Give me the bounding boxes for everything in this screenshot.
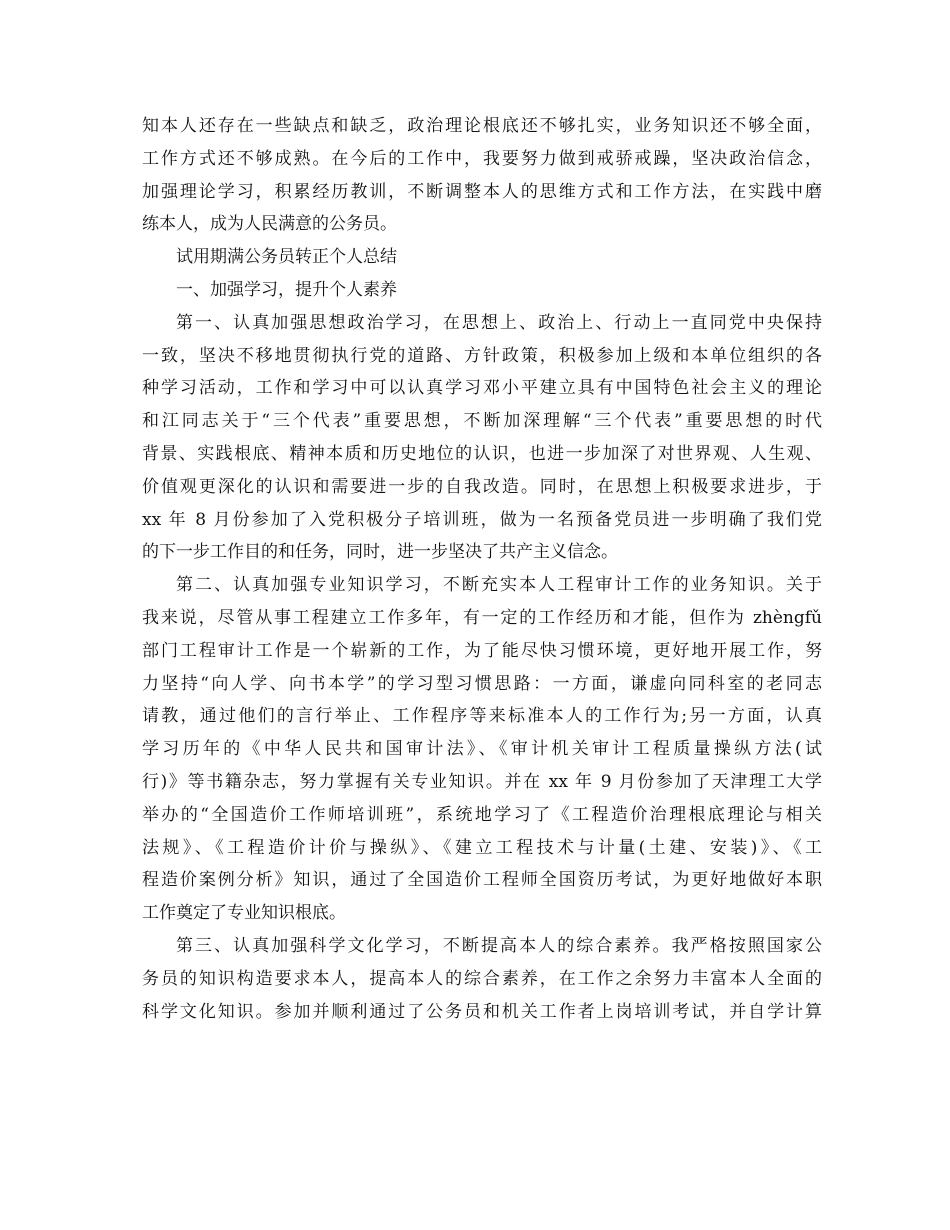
- text-line: 第三、认真加强科学文化学习，不断提高本人的综合素养。我严格按照国家公: [176, 935, 822, 956]
- text-line: 加强理论学习，积累经历教训，不断调整本人的思维方式和工作方法，在实践中磨: [142, 181, 822, 202]
- text-line: 一致，坚决不移地贯彻执行党的道路、方针政策，积极参加上级和本单位组织的各: [142, 345, 822, 366]
- text-line: 举办的“全国造价工作师培训班”，系统地学习了《工程造价治理根底理论与相关: [142, 804, 822, 825]
- text-line: 科学文化知识。参加并顺利通过了公务员和机关工作者上岗培训考试，并自学计算: [142, 1001, 822, 1022]
- text-line: 价值观更深化的认识和需要进一步的自我改造。同时，在思想上积极要求进步，于: [142, 476, 822, 497]
- text-line: 工作方式还不够成熟。在今后的工作中，我要努力做到戒骄戒躁，坚决政治信念，: [142, 148, 822, 169]
- text-line: 第二、认真加强专业知识学习，不断充实本人工程审计工作的业务知识。关于: [176, 575, 822, 596]
- text-line: 务员的知识构造要求本人，提高本人的综合素养，在工作之余努力丰富本人全面的: [142, 968, 822, 989]
- text-line: 程造价案例分析》知识，通过了全国造价工程师全国资历考试，为更好地做好本职: [142, 870, 822, 891]
- text-line: xx 年 8 月份参加了入党积极分子培训班，做为一名预备党员进一步明确了我们党: [142, 509, 822, 530]
- text-line: 学习历年的《中华人民共和国审计法》、《审计机关审计工程质量操纵方法(试: [142, 739, 822, 760]
- text-line: 力坚持“向人学、向书本学”的学习型习惯思路：一方面，谦虚向同科室的老同志: [142, 673, 822, 694]
- text-line: 试用期满公务员转正个人总结: [176, 247, 397, 268]
- text-line: 的下一步工作目的和任务，同时，进一步坚决了共产主义信念。: [142, 542, 618, 563]
- text-line: 请教，通过他们的言行举止、工作程序等来标准本人的工作行为;另一方面，认真: [142, 706, 822, 727]
- text-line: 知本人还存在一些缺点和缺乏，政治理论根底还不够扎实，业务知识还不够全面，: [142, 116, 822, 136]
- text-line: 种学习活动，工作和学习中可以认真学习邓小平建立具有中国特色社会主义的理论: [142, 378, 822, 399]
- text-line: 第一、认真加强思想政治学习，在思想上、政治上、行动上一直同党中央保持: [176, 312, 822, 333]
- text-line: 行)》等书籍杂志，努力掌握有关专业知识。并在 xx 年 9 月份参加了天津理工大学: [142, 771, 822, 792]
- text-line: 法规》、《工程造价计价与操纵》、《建立工程技术与计量(土建、安装)》、《工: [142, 837, 822, 858]
- text-line: 工作奠定了专业知识根底。: [142, 903, 346, 924]
- text-line: 和江同志关于“三个代表”重要思想，不断加深理解“三个代表”重要思想的时代: [142, 411, 822, 432]
- text-line: 背景、实践根底、精神本质和历史地位的认识，也进一步加深了对世界观、人生观、: [142, 443, 822, 464]
- text-line: 一、加强学习，提升个人素养: [176, 279, 397, 300]
- text-line: 练本人，成为人民满意的公务员。: [142, 214, 397, 235]
- document-body: [142, 110, 822, 1028]
- text-line: 部门工程审计工作是一个崭新的工作，为了能尽快习惯环境，更好地开展工作，努: [142, 640, 822, 661]
- text-line: 我来说，尽管从事工程建立工作多年，有一定的工作经历和才能，但作为 zhèngfǔ: [142, 607, 822, 628]
